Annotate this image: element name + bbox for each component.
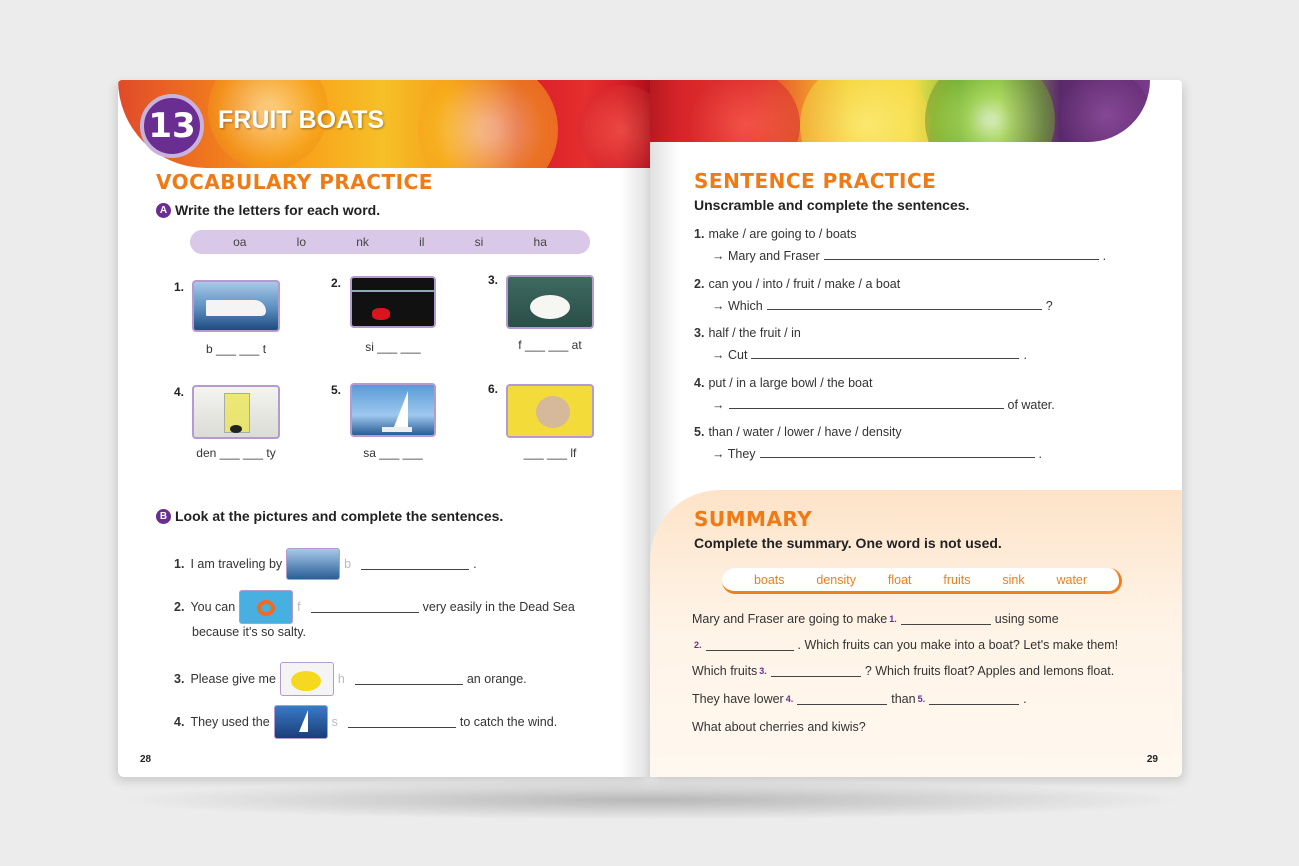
sp-item-5: [694, 425, 902, 439]
hint-letter: h: [337, 672, 345, 686]
instruction-b: [156, 508, 503, 524]
sp-answer-2: [712, 298, 1053, 313]
answer-blank[interactable]: [901, 613, 991, 625]
plum-image: [1060, 80, 1150, 142]
answer-blank[interactable]: [348, 716, 456, 728]
right-page: [650, 80, 1182, 777]
letter-chip: si: [474, 235, 484, 249]
word-chip: float: [887, 572, 912, 587]
instruction-b-text: Look at the pictures and complete the sentences.: [175, 508, 504, 524]
summary-line-3: [692, 664, 1114, 678]
item-number: 2.: [331, 276, 342, 290]
answer-blank[interactable]: [760, 446, 1035, 458]
word-chip: density: [816, 572, 857, 587]
word-blank: den ___ ___ ty: [196, 446, 276, 460]
kiwi-image: [925, 80, 1055, 142]
word-chip: boats: [753, 572, 785, 587]
scrambled-words: half / the fruit / in: [708, 326, 801, 340]
page-number-right: 29: [1146, 754, 1158, 765]
sentence-practice-instruction: Unscramble and complete the sentences.: [694, 197, 970, 213]
letter-chip: il: [419, 235, 425, 249]
sp-answer-4: [712, 397, 1055, 412]
sp-item-2: [694, 277, 900, 291]
answer-blank[interactable]: [771, 665, 861, 677]
letter-chip: lo: [296, 235, 306, 249]
item-number: 5.: [331, 383, 342, 397]
answer-blank[interactable]: [355, 673, 463, 685]
sentence-text: You can: [190, 600, 236, 614]
answer-blank[interactable]: [767, 298, 1042, 310]
summary-text: .: [1023, 692, 1027, 706]
motorboat-image: [192, 280, 280, 332]
sentence-text: to catch the wind.: [459, 715, 558, 729]
scrambled-words: than / water / lower / have / density: [708, 425, 902, 439]
sentence-b1: [174, 548, 477, 580]
item-number: 3.: [488, 273, 499, 287]
item-number: 2.: [694, 277, 705, 291]
lemon-half-thumb: [280, 662, 334, 696]
answer-blank[interactable]: [311, 601, 419, 613]
summary-text: ? Which fruits float? Apples and lemons float.: [864, 664, 1115, 678]
blank-number: 1.: [889, 614, 897, 624]
letter-chip: oa: [233, 235, 247, 249]
blank-number: 3.: [759, 666, 767, 676]
answer-start: → Which: [712, 299, 763, 313]
sentence-b2: [174, 590, 575, 624]
page-gutter: [620, 80, 650, 777]
fruit-banner-right: [650, 80, 1150, 142]
word-blank: b ___ ___ t: [205, 342, 267, 356]
sailboat-thumb: [274, 705, 328, 739]
summary-line-4: [692, 692, 1027, 706]
answer-blank[interactable]: [751, 347, 1019, 359]
sp-item-4: [694, 376, 872, 390]
summary-text: They have lower: [692, 692, 784, 706]
half-shell-image: [506, 384, 594, 438]
summary-text: Mary and Fraser are going to make: [692, 612, 888, 626]
hint-letter: b: [344, 557, 352, 571]
blank-number: 5.: [917, 694, 926, 704]
word-blank: si ___ ___: [365, 340, 421, 354]
summary-text: using some: [994, 612, 1059, 626]
lemon-image: [800, 80, 930, 142]
summary-line-1: [692, 612, 1059, 626]
summary-text: than: [891, 692, 916, 706]
page-number-left: 28: [140, 754, 152, 765]
sentence-text: Please give me: [190, 672, 276, 686]
section-a-marker: A: [156, 203, 171, 218]
item-number: 4.: [174, 385, 185, 399]
answer-end: .: [1038, 447, 1043, 461]
answer-end: .: [1023, 348, 1027, 362]
letter-chip: nk: [356, 235, 369, 249]
word-chip: water: [1056, 572, 1088, 587]
word-blank: f ___ ___ at: [518, 338, 582, 352]
scrambled-words: make / are going to / boats: [708, 227, 857, 241]
answer-blank[interactable]: [706, 639, 794, 651]
swim-ring-thumb: [239, 590, 293, 624]
item-number: 4.: [694, 376, 705, 390]
sentence-number: 4.: [174, 715, 185, 729]
answer-blank[interactable]: [729, 397, 1004, 409]
sp-item-1: [694, 227, 856, 241]
book-shadow: [110, 780, 1190, 820]
word-blank: sa ___ ___: [363, 446, 423, 460]
sentence-text: They used the: [190, 715, 270, 729]
summary-line-2: [692, 638, 1118, 652]
answer-start: → Cut: [712, 348, 748, 362]
summary-word-bank: [722, 568, 1122, 594]
unit-title: FRUIT BOATS: [218, 106, 385, 134]
word-blank: ___ ___ lf: [523, 446, 577, 460]
answer-blank[interactable]: [797, 693, 887, 705]
item-number: 5.: [694, 425, 705, 439]
blank-number: 4.: [785, 694, 794, 704]
summary-text: . Which fruits can you make into a boat? Let's make them!: [797, 638, 1119, 652]
sp-answer-3: [712, 347, 1027, 362]
answer-blank[interactable]: [824, 248, 1099, 260]
sentence-number: 2.: [174, 600, 185, 614]
answer-end: .: [1102, 249, 1107, 263]
instruction-a: [156, 202, 380, 218]
sp-item-3: [694, 326, 801, 340]
sentence-b2-line2: because it's so salty.: [192, 625, 307, 639]
sentence-b3: [174, 662, 527, 696]
sp-answer-1: [712, 248, 1106, 263]
sentence-number: 1.: [174, 557, 185, 571]
hint-letter: s: [331, 715, 338, 729]
left-page: [118, 80, 650, 777]
vocabulary-practice-title: VOCABULARY PRACTICE: [156, 170, 433, 194]
density-glass-image: [192, 385, 280, 439]
word-chip: fruits: [943, 572, 971, 587]
sentence-text: .: [473, 557, 477, 571]
sentence-number: 3.: [174, 672, 185, 686]
unit-number-badge: 13: [140, 94, 204, 158]
answer-start: → They: [712, 447, 756, 461]
sentence-practice-title: SENTENCE PRACTICE: [694, 169, 937, 193]
hint-letter: f: [297, 600, 301, 614]
scrambled-words: can you / into / fruit / make / a boat: [708, 277, 901, 291]
sentence-text: very easily in the Dead Sea: [422, 600, 575, 614]
answer-blank[interactable]: [361, 558, 469, 570]
word-chip: sink: [1002, 572, 1025, 587]
item-number: 3.: [694, 326, 705, 340]
sentence-text: an orange.: [466, 672, 527, 686]
instruction-a-text: Write the letters for each word.: [175, 202, 381, 218]
sailboat-image: [350, 383, 436, 437]
answer-start: → Mary and Fraser: [712, 249, 820, 263]
answer-blank[interactable]: [929, 693, 1019, 705]
summary-text: Which fruits: [692, 664, 758, 678]
summary-line-5: What about cherries and kiwis?: [692, 720, 866, 734]
sentence-text: I am traveling by: [190, 557, 283, 571]
answer-end: of water.: [1007, 398, 1055, 412]
unicorn-float-image: [506, 275, 594, 329]
answer-start: →: [712, 398, 725, 412]
item-number: 1.: [694, 227, 705, 241]
letter-bank: [190, 230, 590, 254]
sentence-b4: [174, 705, 557, 739]
blank-number: 2.: [694, 640, 702, 650]
scrambled-words: put / in a large bowl / the boat: [708, 376, 873, 390]
item-number: 1.: [174, 280, 185, 294]
summary-title: SUMMARY: [694, 507, 813, 531]
strawberry-image: [690, 80, 800, 142]
orange-slice-image: [418, 80, 558, 168]
sp-answer-5: [712, 446, 1042, 461]
strawberry-sinking-image: [350, 276, 436, 328]
item-number: 6.: [488, 382, 499, 396]
summary-instruction: Complete the summary. One word is not used.: [694, 535, 1002, 551]
motorboat-thumb: [286, 548, 340, 580]
answer-end: ?: [1045, 299, 1053, 313]
section-b-marker: B: [156, 509, 171, 524]
letter-chip: ha: [533, 235, 547, 249]
